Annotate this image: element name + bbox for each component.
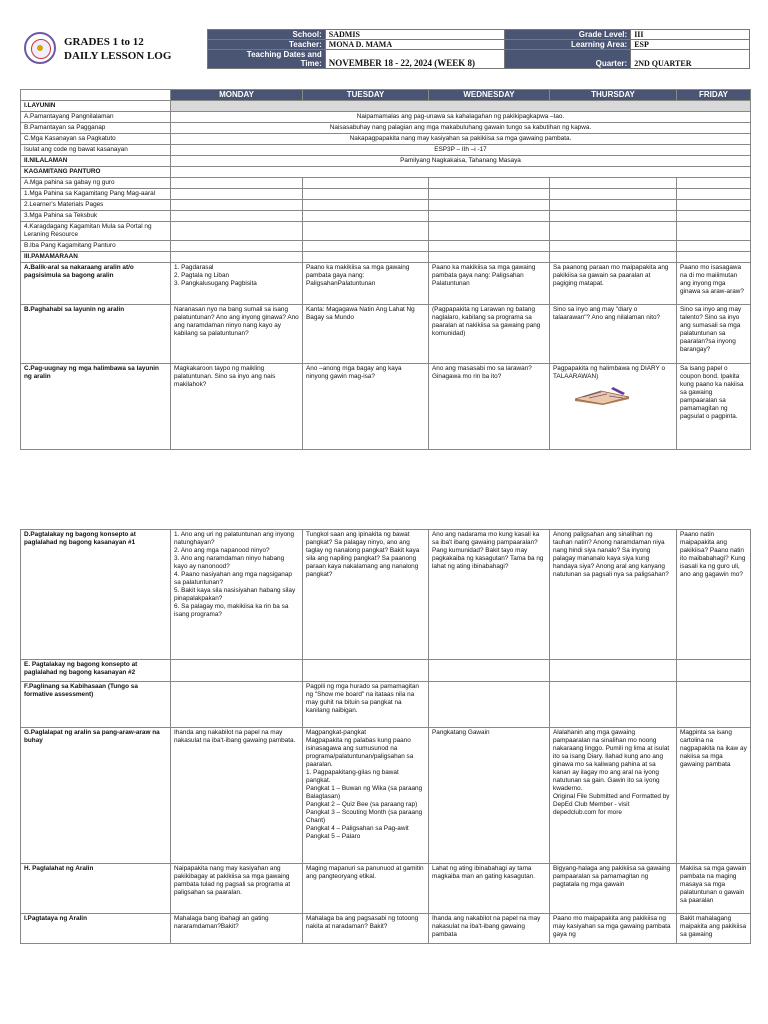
- merged-cell: [171, 101, 751, 112]
- cell-thursday: Bigyang-halaga ang pakikiisa sa gawaing pampaaralan sa pamamagitan ng pagtatala ng mga gawain: [550, 864, 677, 914]
- area-label: Learning Area:: [505, 40, 631, 50]
- school-value: SADMIS: [325, 30, 505, 40]
- objective-row: [21, 156, 751, 167]
- dates-value: NOVEMBER 18 - 22, 2024 (WEEK 8): [325, 50, 505, 69]
- merged-cell: Naipamamalas ang pag-unawa sa kahalagahan ng pakikipagkapwa –tao.: [171, 112, 751, 123]
- cell-thursday: Paano mo maipapakita ang pakikiisa ng may kasiyahan sa mga gawaing pambata gaya ng: [550, 914, 677, 944]
- lesson-table-part1: [20, 89, 750, 450]
- cell: [171, 241, 303, 252]
- row-label: I.Pagtataya ng Aralin: [21, 914, 171, 944]
- row-label: A.Mga pahina sa gabay ng guro: [21, 178, 171, 189]
- cell-tuesday: Kanta: Magagawa Natin Ang Lahat Ng Bagay sa Mundo: [303, 305, 429, 364]
- row-label: E. Pagtalakay ng bagong konsepto at paglalahad ng bagong kasanayan #2: [21, 660, 171, 682]
- cell: [550, 200, 677, 211]
- row-pag-uugnay: [21, 364, 751, 450]
- deped-seal-icon: [24, 32, 56, 64]
- cell-wednesday: Paano ka makikiisa sa mga gawaing pambata gaya nang: Paligsahan Palatuntunan: [429, 263, 550, 305]
- cell: [550, 189, 677, 200]
- objective-row: [21, 189, 751, 200]
- merged-cell: Pamilyang Nagkakaisa, Tahanang Masaya: [171, 156, 751, 167]
- row-label: B.Iba Pang Kagamitang Panturo: [21, 241, 171, 252]
- day-wednesday: WEDNESDAY: [429, 90, 550, 101]
- row-label: A.Balik-aral sa nakaraang aralin at/o pagsisimula sa bagong aralin: [21, 263, 171, 305]
- row-label: C.Pag-uugnay ng mga halimbawa sa layunin ng aralin: [21, 364, 171, 450]
- row-label: III.PAMAMARAAN: [21, 252, 171, 263]
- cell: [677, 241, 751, 252]
- row-label: H. Paglalahat ng Aralin: [21, 864, 171, 914]
- cell-tuesday: Tungkol saan ang ipinakita ng bawat pangkat? Sa palagay ninyo, ano ang taglay ng nanalong pangkat? Bakit kaya sila ang napiling pangkat? Sa paanong paraan kaya nakalamang ang nanalong pangkat?: [303, 530, 429, 660]
- diary-book-icon: [573, 383, 631, 405]
- cell: [677, 178, 751, 189]
- cell: [677, 252, 751, 263]
- cell-monday: Naipapakita nang may kasiyahan ang pakikibagay at pakikiisa sa mga gawaing pambata tulad ng pagsali sa programa at paligsahan sa paaralan.: [171, 864, 303, 914]
- cell-tuesday: Ano –anong mga bagay ang kaya ninyong gawin mag-isa?: [303, 364, 429, 450]
- row-paglinang: [21, 682, 751, 728]
- merged-cell: ESP3P – IIh –i -17: [171, 145, 751, 156]
- cell-thursday: Alalahanin ang mga gawaing pampaaralan na sinalihan mo noong nakaraang linggo. Pumili ng lima at isulat ito sa isang Diary. Ilahad kung ano ang ginawa mo sa kaliwang pahina at sa kanan ay ilagay mo ang aral na iyong natutunan sa gain. Gawin ito sa iyong kwaderno. Original File Submitted and Formatted by DepEd Club Member - visit depedclub.com for more: [550, 728, 677, 864]
- objective-row: [21, 211, 751, 222]
- cell-friday: Paano natin maipapakita ang pakikiisa? Paano natin ito maibabahagi? Kung isasali ka ng guro uli, ano ang gagawin mo?: [677, 530, 751, 660]
- cell-wednesday: Ano ang nadarama mo kung kasali ka sa iba't ibang gawaing pampaaralan? Pang kumunidad? Bakit tayo may pagkakaiba ng kasagutan? Tama ba ng lahat ng ating ibinabahagi?: [429, 530, 550, 660]
- row-label: II.NILALAMAN: [21, 156, 171, 167]
- row-label: 4.Karagdagang Kagamitan Mula sa Portal ng Leraning Resource: [21, 222, 171, 241]
- row-pagtalakay-2: [21, 660, 751, 682]
- row-paglalapat: [21, 728, 751, 864]
- cell: [429, 200, 550, 211]
- quarter-value: 2ND QUARTER: [631, 50, 750, 69]
- day-header-row: [21, 90, 751, 101]
- cell: [303, 241, 429, 252]
- row-paghahabi: [21, 305, 751, 364]
- cell: [303, 211, 429, 222]
- cell-thursday: Sa paanong paraan mo maipapakita ang pakikiisa sa gawain sa paaralan at pagiging matapat.: [550, 263, 677, 305]
- cell: [550, 222, 677, 241]
- cell-tuesday: Maging mapanuri sa panunuod at gamitin ang pangteoryang etikal.: [303, 864, 429, 914]
- cell: [429, 241, 550, 252]
- row-label: 3.Mga Pahina sa Teksbuk: [21, 211, 171, 222]
- title-line1: GRADES 1 to 12: [64, 36, 144, 48]
- cell: [171, 189, 303, 200]
- row-label: B.Paghahabi sa layunin ng aralin: [21, 305, 171, 364]
- school-label: School:: [208, 30, 326, 40]
- cell-tuesday: Mahalaga ba ang pagsasabi ng totoong nakita at naradaman? Bakit?: [303, 914, 429, 944]
- teacher-value: MONA D. MAMA: [325, 40, 505, 50]
- cell: [171, 252, 303, 263]
- cell-monday: 1. Ano ang uri ng palatuntunan ang inyong natunghayan? 2. Ano ang mga napanood ninyo? 3. Ano ang naramdaman ninyo habang kayo ay nanonood? 4. Paano nasiyahan ang mga nagsiganap sa palatuntunan? 5. Bakit kaya sila nasisiyahan habang silay pinapalakpakan? 6. Sa palagay mo, makikiisa ka rin ba sa isang programa?: [171, 530, 303, 660]
- merged-cell: Nakapagpapakita nang may kasiyahan sa pakikiisa sa mga gawaing pambata.: [171, 134, 751, 145]
- lesson-table-part2: [20, 529, 750, 944]
- cell: [429, 189, 550, 200]
- objective-row: [21, 112, 751, 123]
- cell-monday: 1. Pagdarasal 2. Pagtala ng Liban 3. Pangkalusugang Pagbisita: [171, 263, 303, 305]
- objective-row: [21, 134, 751, 145]
- objective-row: [21, 123, 751, 134]
- cell-friday: Magpinta sa isang cartolina na nagpapakita na ikaw ay nakiisa sa mga gawaing pambata: [677, 728, 751, 864]
- cell: [677, 189, 751, 200]
- teacher-label: Teacher:: [208, 40, 326, 50]
- quarter-label: Quarter:: [505, 50, 631, 69]
- cell-friday: Makiisa sa mga gawain pambata na maging masaya sa mga palatuntunan o gawain sa paaralan: [677, 864, 751, 914]
- row-label: KAGAMITANG PANTURO: [21, 167, 171, 178]
- cell-friday: Sa isang papel o coupon bond. Ipakita kung paano ka nakiisa sa gawaing pampaaralan sa pamamagitan ng pagsulat o pagpinta.: [677, 364, 751, 450]
- cell: [550, 178, 677, 189]
- cell: [171, 211, 303, 222]
- cell-thursday: Sino sa inyo ang may "diary o talaarawan"? Ano ang nilalaman nito?: [550, 305, 677, 364]
- dates-label: Teaching Dates and Time:: [208, 50, 326, 69]
- cell-monday: Mahalaga bang ibahagi an gating nararamdaman?Bakit?: [171, 914, 303, 944]
- row-label: F.Paglinang sa Kabihasaan (Tungo sa formative assessment): [21, 682, 171, 728]
- day-friday: FRIDAY: [677, 90, 751, 101]
- cell: [429, 252, 550, 263]
- merged-cell: [171, 167, 751, 178]
- cell-friday: Bakit mahalagang maipakita ang pakikiisa sa gawaing: [677, 914, 751, 944]
- day-tuesday: TUESDAY: [303, 90, 429, 101]
- title-line2: DAILY LESSON LOG: [64, 50, 172, 62]
- row-label: 2.Learner's Materials Pages: [21, 200, 171, 211]
- cell: [171, 222, 303, 241]
- cell: [550, 252, 677, 263]
- row-label: Isulat ang code ng bawat kasanayan: [21, 145, 171, 156]
- day-thursday: THURSDAY: [550, 90, 677, 101]
- row-paglalahat: [21, 864, 751, 914]
- row-label: B.Pamantayan sa Pagganap: [21, 123, 171, 134]
- header: [20, 29, 750, 73]
- grade-label: Grade Level:: [505, 30, 631, 40]
- objective-row: [21, 145, 751, 156]
- objective-row: [21, 241, 751, 252]
- cell-monday: Ihanda ang nakabilot na papel na may nakasulat na iba't-ibang gawaing pambata.: [171, 728, 303, 864]
- objectives-rows: [21, 101, 751, 263]
- cell-wednesday: Pangkatang Gawain: [429, 728, 550, 864]
- row-label: A.Pamantayang Pangnilalaman: [21, 112, 171, 123]
- cell-wednesday: Lahat ng ating ibinabahagi ay tama magkaiba man an gating kasagutan.: [429, 864, 550, 914]
- cell: [303, 200, 429, 211]
- objective-row: [21, 222, 751, 241]
- row-label: 1.Mga Pahina sa Kagamitang Pang Mag-aaral: [21, 189, 171, 200]
- day-monday: MONDAY: [171, 90, 303, 101]
- cell: [171, 200, 303, 211]
- row-label: I.LAYUNIN: [21, 101, 171, 112]
- objective-row: [21, 200, 751, 211]
- grade-value: III: [631, 30, 750, 40]
- cell: [550, 211, 677, 222]
- cell-thursday: Pagpapakita ng halimbawa ng DIARY o TALAARAWAN): [550, 364, 677, 450]
- objective-row: [21, 101, 751, 112]
- row-pagtalakay-1: [21, 530, 751, 660]
- cell: [677, 211, 751, 222]
- cell: [303, 178, 429, 189]
- cell: [429, 222, 550, 241]
- row-label: C.Mga Kasanayan sa Pagkatuto: [21, 134, 171, 145]
- cell: [550, 241, 677, 252]
- row-label: D.Pagtalakay ng bagong konsepto at paglalahad ng bagong kasanayan #1: [21, 530, 171, 660]
- cell-tuesday: Paano ka makikiisa sa mga gawaing pambata gaya nang: PaligsahanPalatuntunan: [303, 263, 429, 305]
- cell-wednesday: Ihanda ang nakabilot na papel na may nakasulat na iba't-ibang gawaing pambata: [429, 914, 550, 944]
- cell: [429, 211, 550, 222]
- merged-cell: Naisasabuhay nang palagian ang mga makabuluhang gawain tungo sa kabutihan ng kapwa.: [171, 123, 751, 134]
- row-balik-aral: [21, 263, 751, 305]
- objective-row: [21, 178, 751, 189]
- cell-tuesday: Pagpili ng mga hurado sa pamamagitan ng "Show me board" na itataas nila na may guhit na bituin sa pangkat na kanilang naibigan.: [303, 682, 429, 728]
- cell-monday: [171, 682, 303, 728]
- objective-row: [21, 252, 751, 263]
- cell-monday: Magkakaroon taypo ng maikling palatuntunan. Sino sa inyo ang nais makilahok?: [171, 364, 303, 450]
- row-pagtataya: [21, 914, 751, 944]
- cell: [303, 222, 429, 241]
- cell-friday: Paano mo isasagawa na di mo maiiimutan ang inyong mga ginawa sa araw-araw?: [677, 263, 751, 305]
- cell: [303, 189, 429, 200]
- cell-monday: Naranasan nyo na bang sumali sa isang palatuntunan? Ano ang inyong ginawa? Ano ang naramdaman ninyo nang kayo ay kabilang sa palatuntunan?: [171, 305, 303, 364]
- row-label: G.Paglalapat ng aralin sa pang-araw-araw na buhay: [21, 728, 171, 864]
- cell: [677, 200, 751, 211]
- cell: [171, 178, 303, 189]
- header-info-table: [207, 29, 750, 69]
- cell-friday: Sino sa inyo ang may talento? Sino sa inyo ang sumasali sa mga palatuntunan sa paaralan?sa inyong barangay?: [677, 305, 751, 364]
- cell: [677, 222, 751, 241]
- area-value: ESP: [631, 40, 750, 50]
- objective-row: [21, 167, 751, 178]
- cell: [303, 252, 429, 263]
- cell-wednesday: (Pagpapakita ng Larawan ng batang naglalaro, kabilang sa programa sa paaralan at nakikiisa sa gawaing pang komunidad): [429, 305, 550, 364]
- cell: [429, 178, 550, 189]
- cell-wednesday: Ano ang masasabi mo sa larawan? Ginagawa mo rin ba ito?: [429, 364, 550, 450]
- cell-tuesday: Magpangkat-pangkat Magpapakita ng palabas kung paano isinasagawa ang sumusunod na programa/palatuntunan/paligsahan sa paaralan. 1. Pagpapakitang-gilas ng bawat pangkat. Pangkat 1 – Buwan ng Wika (sa paraang Balagtasan) Pangkat 2 – Quiz Bee (sa paraang rap) Pangkat 3 – Scouting Month (sa paraang Chant) Pangkat 4 – Paligsahan sa Pag-awit Pangkat 5 – Palaro: [303, 728, 429, 864]
- cell-thursday: Anong paligsahan ang sinalihan ng tauhan natin? Anong naramdaman niya nang hindi siya nanalo? Sa inyong palagay mananalo kaya siya kung handaya siya? Anong aral ang kanyang natutunan sa pagsali nya sa paligsahan?: [550, 530, 677, 660]
